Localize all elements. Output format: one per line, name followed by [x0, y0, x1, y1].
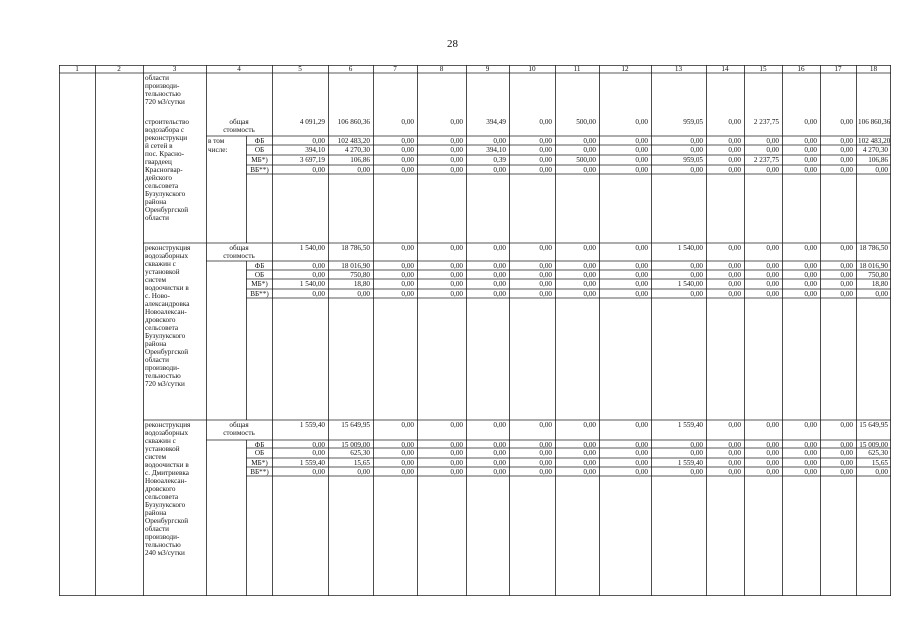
fund-code: ВБ**) — [250, 290, 269, 298]
value-cell: 0,00 — [840, 449, 853, 457]
value-cell: 0,00 — [312, 290, 325, 298]
value-cell: 0,00 — [539, 449, 552, 457]
value-cell: 0,00 — [804, 262, 817, 270]
value-cell: 0,00 — [450, 449, 463, 457]
value-cell: 0,00 — [804, 244, 817, 252]
value-cell: 0,00 — [401, 290, 414, 298]
value-cell: 0,00 — [804, 271, 817, 279]
value-cell: 18 016,90 — [859, 262, 888, 270]
value-cell: 0,00 — [875, 468, 888, 476]
column-header: 9 — [485, 65, 490, 73]
value-cell: 18 786,50 — [859, 244, 888, 252]
value-cell: 0,00 — [583, 271, 596, 279]
value-cell: 0,00 — [450, 441, 463, 449]
row-label-total: стоимость — [223, 126, 255, 134]
column-header: 15 — [759, 65, 767, 73]
value-cell: 0,00 — [312, 166, 325, 174]
value-cell: 0,00 — [635, 137, 648, 145]
row-label-total: стоимость — [223, 252, 255, 260]
project-description: реконструкция водозаборных скважин с установкой систем водоочистки в с. Дмитриевка Новоалексан- дровского сельсовета Бузулукского района Оренбургской области производи- тельностью 240 м3/сутки — [145, 421, 191, 557]
page-number: 28 — [447, 38, 458, 50]
value-cell: 0,00 — [493, 244, 506, 252]
row-label-including: в том — [208, 137, 225, 145]
value-cell: 0,00 — [635, 290, 648, 298]
value-cell: 4 091,29 — [299, 118, 325, 126]
value-cell: 0,00 — [840, 118, 853, 126]
column-header: 10 — [528, 65, 536, 73]
column-header: 8 — [439, 65, 444, 73]
budget-table — [59, 65, 891, 596]
value-cell: 102 483,20 — [858, 137, 891, 145]
value-cell: 0,00 — [312, 441, 325, 449]
value-cell: 0,00 — [401, 244, 414, 252]
value-cell: 0,00 — [493, 262, 506, 270]
value-cell: 1 540,00 — [299, 244, 325, 252]
value-cell: 0,00 — [728, 244, 741, 252]
value-cell: 0,00 — [493, 421, 506, 429]
value-cell: 0,00 — [690, 271, 703, 279]
value-cell: 0,00 — [766, 459, 779, 467]
fund-code: ВБ**) — [250, 468, 269, 476]
value-cell: 500,00 — [576, 118, 596, 126]
value-cell: 0,00 — [840, 468, 853, 476]
value-cell: 0,00 — [401, 271, 414, 279]
column-header: 16 — [797, 65, 805, 73]
value-cell: 0,00 — [401, 262, 414, 270]
value-cell: 0,00 — [840, 459, 853, 467]
value-cell: 106,86 — [350, 156, 370, 164]
value-cell: 0,00 — [766, 280, 779, 288]
value-cell: 0,00 — [312, 271, 325, 279]
value-cell: 0,00 — [840, 137, 853, 145]
value-cell: 750,80 — [350, 271, 370, 279]
value-cell: 0,00 — [401, 156, 414, 164]
fund-code: ФБ — [254, 262, 265, 270]
column-header: 11 — [573, 65, 581, 73]
value-cell: 1 559,40 — [299, 459, 325, 467]
value-cell: 2 237,75 — [753, 156, 779, 164]
value-cell: 0,00 — [583, 280, 596, 288]
value-cell: 0,00 — [728, 118, 741, 126]
column-header: 2 — [117, 65, 121, 73]
fund-code: МБ*) — [251, 280, 268, 288]
row-label-total: общая — [229, 244, 249, 252]
value-cell: 102 483,20 — [337, 137, 370, 145]
value-cell: 1 540,00 — [677, 244, 703, 252]
value-cell: 0,00 — [766, 449, 779, 457]
value-cell: 0,00 — [766, 290, 779, 298]
value-cell: 0,00 — [539, 441, 552, 449]
value-cell: 0,00 — [635, 271, 648, 279]
value-cell: 0,00 — [766, 441, 779, 449]
value-cell: 0,00 — [539, 468, 552, 476]
value-cell: 0,00 — [766, 146, 779, 154]
value-cell: 0,00 — [840, 262, 853, 270]
value-cell: 0,00 — [401, 459, 414, 467]
fund-code: МБ*) — [251, 459, 268, 467]
value-cell: 15,65 — [871, 459, 888, 467]
value-cell: 106,86 — [868, 156, 888, 164]
value-cell: 0,00 — [840, 244, 853, 252]
value-cell: 0,00 — [450, 459, 463, 467]
value-cell: 0,00 — [728, 166, 741, 174]
value-cell: 15 009,00 — [859, 441, 888, 449]
value-cell: 0,00 — [312, 137, 325, 145]
value-cell: 0,00 — [804, 421, 817, 429]
value-cell: 0,00 — [875, 290, 888, 298]
value-cell: 0,00 — [357, 166, 370, 174]
value-cell: 0,00 — [583, 421, 596, 429]
value-cell: 0,00 — [450, 468, 463, 476]
value-cell: 959,05 — [683, 156, 703, 164]
value-cell: 0,00 — [401, 449, 414, 457]
value-cell: 0,00 — [728, 290, 741, 298]
column-header: 5 — [298, 65, 302, 73]
value-cell: 0,00 — [450, 421, 463, 429]
column-header: 7 — [393, 65, 397, 73]
column-header: 1 — [75, 65, 79, 73]
value-cell: 959,05 — [683, 118, 703, 126]
value-cell: 0,00 — [583, 290, 596, 298]
value-cell: 0,00 — [728, 262, 741, 270]
column-header: 17 — [834, 65, 842, 73]
value-cell: 0,00 — [401, 441, 414, 449]
value-cell: 0,00 — [766, 468, 779, 476]
value-cell: 0,00 — [583, 166, 596, 174]
column-header: 12 — [621, 65, 629, 73]
value-cell: 0,00 — [728, 468, 741, 476]
value-cell: 18,80 — [353, 280, 370, 288]
value-cell: 0,00 — [539, 146, 552, 154]
value-cell: 0,00 — [804, 449, 817, 457]
value-cell: 0,00 — [728, 146, 741, 154]
value-cell: 0,00 — [635, 262, 648, 270]
value-cell: 0,00 — [493, 290, 506, 298]
value-cell: 625,30 — [350, 449, 370, 457]
value-cell: 394,49 — [486, 118, 506, 126]
value-cell: 0,00 — [450, 166, 463, 174]
project-description: строительство водозабора с реконструкци й сетей в пос. Красно- гвардеец Красногвар- дейского сельсовета Бузулукского района Оренбургской области — [145, 118, 189, 222]
value-cell: 0,00 — [539, 459, 552, 467]
value-cell: 0,00 — [728, 156, 741, 164]
value-cell: 0,00 — [875, 166, 888, 174]
value-cell: 0,00 — [583, 137, 596, 145]
value-cell: 15 009,00 — [341, 441, 370, 449]
value-cell: 0,00 — [766, 271, 779, 279]
fund-code: ФБ — [254, 137, 265, 145]
value-cell: 0,00 — [766, 166, 779, 174]
value-cell: 0,00 — [635, 244, 648, 252]
value-cell: 0,00 — [728, 280, 741, 288]
value-cell: 0,00 — [840, 271, 853, 279]
row-label-total: стоимость — [223, 429, 255, 437]
value-cell: 0,00 — [493, 441, 506, 449]
value-cell: 1 559,40 — [677, 421, 703, 429]
value-cell: 0,00 — [583, 244, 596, 252]
value-cell: 0,00 — [690, 449, 703, 457]
value-cell: 0,00 — [493, 459, 506, 467]
value-cell: 0,00 — [766, 137, 779, 145]
fund-code: ФБ — [254, 441, 265, 449]
value-cell: 0,00 — [635, 468, 648, 476]
value-cell: 0,00 — [357, 290, 370, 298]
value-cell: 0,00 — [539, 271, 552, 279]
value-cell: 0,00 — [539, 118, 552, 126]
value-cell: 0,00 — [804, 280, 817, 288]
column-header: 4 — [237, 65, 241, 73]
value-cell: 0,00 — [635, 421, 648, 429]
value-cell: 0,00 — [804, 156, 817, 164]
value-cell: 0,00 — [840, 421, 853, 429]
value-cell: 0,00 — [728, 421, 741, 429]
value-cell: 0,00 — [401, 118, 414, 126]
project-description: реконструкция водозаборных скважин с установкой систем водоочистки в с. Ново- александровка Новоалексан- дровского сельсовета Бузулукского района Оренбургской области производи- тельностью 720 м3/сутки — [145, 244, 191, 388]
value-cell: 0,00 — [635, 280, 648, 288]
row-label-including: числе: — [208, 146, 228, 154]
value-cell: 0,00 — [539, 166, 552, 174]
row-label-total: общая — [229, 118, 249, 126]
value-cell: 625,30 — [868, 449, 888, 457]
value-cell: 0,00 — [804, 118, 817, 126]
value-cell: 0,00 — [728, 459, 741, 467]
value-cell: 0,00 — [635, 449, 648, 457]
value-cell: 0,00 — [450, 290, 463, 298]
value-cell: 0,00 — [493, 468, 506, 476]
fund-code: ОБ — [254, 449, 265, 457]
value-cell: 1 559,40 — [299, 421, 325, 429]
value-cell: 0,00 — [804, 290, 817, 298]
value-cell: 0,00 — [690, 166, 703, 174]
value-cell: 0,00 — [450, 137, 463, 145]
fund-code: ВБ**) — [250, 166, 269, 174]
value-cell: 0,00 — [493, 449, 506, 457]
value-cell: 1 540,00 — [299, 280, 325, 288]
value-cell: 0,00 — [804, 166, 817, 174]
value-cell: 0,00 — [583, 146, 596, 154]
value-cell: 4 270,30 — [344, 146, 370, 154]
value-cell: 18 016,90 — [341, 262, 370, 270]
value-cell: 2 237,75 — [753, 118, 779, 126]
value-cell: 0,00 — [804, 459, 817, 467]
value-cell: 0,00 — [583, 468, 596, 476]
preface-text: области производи- тельностью 720 м3/сутки — [145, 74, 185, 106]
value-cell: 0,00 — [493, 166, 506, 174]
value-cell: 0,00 — [401, 166, 414, 174]
value-cell: 0,00 — [635, 146, 648, 154]
value-cell: 394,10 — [305, 146, 325, 154]
column-header: 14 — [721, 65, 729, 73]
value-cell: 0,00 — [635, 166, 648, 174]
column-header: 3 — [172, 65, 177, 73]
value-cell: 0,00 — [312, 468, 325, 476]
value-cell: 15,65 — [353, 459, 370, 467]
value-cell: 0,00 — [766, 421, 779, 429]
column-header: 18 — [869, 65, 878, 73]
value-cell: 0,00 — [690, 468, 703, 476]
value-cell: 0,00 — [690, 146, 703, 154]
value-cell: 0,00 — [539, 421, 552, 429]
value-cell: 0,00 — [840, 280, 853, 288]
value-cell: 0,00 — [804, 146, 817, 154]
value-cell: 0,00 — [690, 137, 703, 145]
value-cell: 0,00 — [840, 441, 853, 449]
value-cell: 1 540,00 — [677, 280, 703, 288]
column-header: 6 — [348, 65, 353, 73]
value-cell: 0,00 — [635, 441, 648, 449]
value-cell: 0,00 — [766, 262, 779, 270]
value-cell: 106 860,36 — [337, 118, 370, 126]
column-header: 13 — [674, 65, 683, 73]
value-cell: 4 270,30 — [862, 146, 888, 154]
value-cell: 0,00 — [450, 262, 463, 270]
value-cell: 0,00 — [450, 118, 463, 126]
value-cell: 0,00 — [690, 290, 703, 298]
value-cell: 0,00 — [401, 421, 414, 429]
value-cell: 15 649,95 — [859, 421, 888, 429]
value-cell: 0,00 — [804, 441, 817, 449]
value-cell: 0,00 — [312, 449, 325, 457]
value-cell: 0,00 — [583, 459, 596, 467]
value-cell: 0,00 — [635, 118, 648, 126]
value-cell: 0,00 — [635, 156, 648, 164]
value-cell: 0,00 — [493, 280, 506, 288]
value-cell: 750,80 — [868, 271, 888, 279]
value-cell: 0,00 — [766, 244, 779, 252]
value-cell: 1 559,40 — [677, 459, 703, 467]
value-cell: 0,00 — [840, 156, 853, 164]
value-cell: 0,00 — [539, 262, 552, 270]
value-cell: 0,00 — [401, 280, 414, 288]
value-cell: 15 649,95 — [341, 421, 370, 429]
value-cell: 0,00 — [539, 244, 552, 252]
value-cell: 106 860,36 — [858, 118, 891, 126]
value-cell: 0,39 — [493, 156, 506, 164]
value-cell: 0,00 — [728, 441, 741, 449]
value-cell: 0,00 — [728, 271, 741, 279]
fund-code: ОБ — [254, 146, 265, 154]
value-cell: 0,00 — [401, 137, 414, 145]
value-cell: 0,00 — [539, 290, 552, 298]
value-cell: 0,00 — [690, 262, 703, 270]
value-cell: 0,00 — [539, 280, 552, 288]
value-cell: 500,00 — [576, 156, 596, 164]
value-cell: 0,00 — [804, 468, 817, 476]
value-cell: 0,00 — [583, 449, 596, 457]
value-cell: 0,00 — [840, 146, 853, 154]
fund-code: ОБ — [254, 271, 265, 279]
value-cell: 0,00 — [635, 459, 648, 467]
value-cell: 0,00 — [804, 137, 817, 145]
value-cell: 394,10 — [486, 146, 506, 154]
value-cell: 0,00 — [493, 271, 506, 279]
value-cell: 0,00 — [840, 290, 853, 298]
value-cell: 0,00 — [583, 262, 596, 270]
value-cell: 0,00 — [493, 137, 506, 145]
value-cell: 18,80 — [871, 280, 888, 288]
value-cell: 0,00 — [539, 137, 552, 145]
value-cell: 0,00 — [690, 441, 703, 449]
value-cell: 0,00 — [357, 468, 370, 476]
value-cell: 0,00 — [840, 166, 853, 174]
value-cell: 0,00 — [450, 244, 463, 252]
value-cell: 0,00 — [539, 156, 552, 164]
value-cell: 0,00 — [450, 156, 463, 164]
value-cell: 3 697,19 — [299, 156, 325, 164]
value-cell: 0,00 — [583, 441, 596, 449]
value-cell: 0,00 — [450, 280, 463, 288]
value-cell: 0,00 — [728, 449, 741, 457]
value-cell: 0,00 — [312, 262, 325, 270]
value-cell: 0,00 — [728, 137, 741, 145]
value-cell: 0,00 — [401, 468, 414, 476]
fund-code: МБ*) — [251, 156, 268, 164]
value-cell: 0,00 — [401, 146, 414, 154]
value-cell: 18 786,50 — [341, 244, 370, 252]
row-label-total: общая — [229, 421, 249, 429]
value-cell: 0,00 — [450, 146, 463, 154]
value-cell: 0,00 — [450, 271, 463, 279]
